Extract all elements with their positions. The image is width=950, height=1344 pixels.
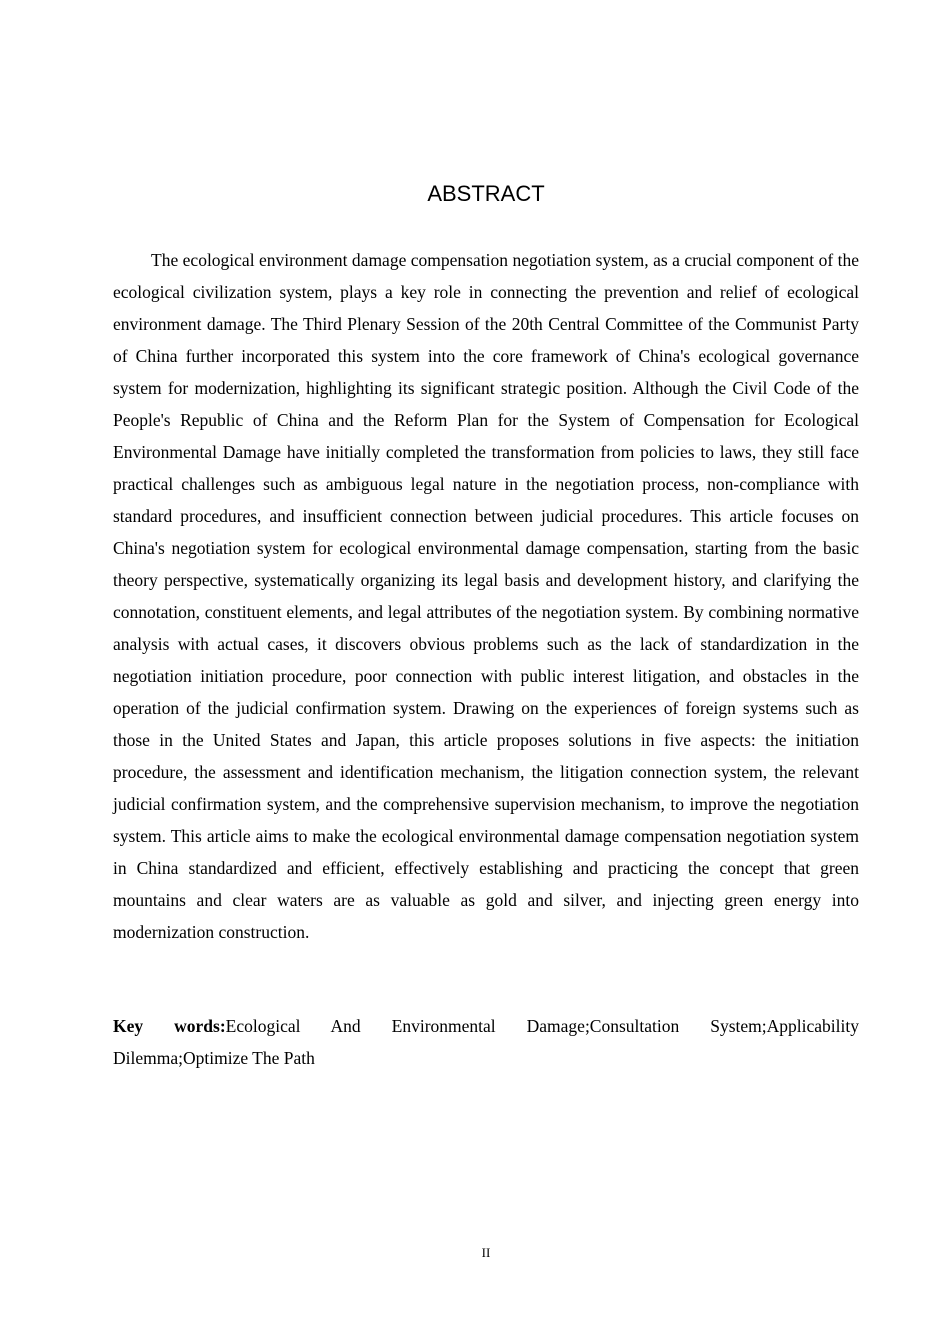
- keywords-label: Key words:: [113, 1016, 226, 1036]
- keywords-text: Ecological And Environmental Damage;Consultation System;Applicability Dilemma;Optimize The Path: [113, 1016, 859, 1068]
- keywords-line: [113, 1010, 859, 1074]
- abstract-paragraph: The ecological environment damage compensation negotiation system, as a crucial component of the ecological civilization system, plays a key role in connecting the prevention and relief of ecological environment damage. The Third Plenary Session of the 20th Central Committee of the Communist Party of China further incorporated this system into the core framework of China's ecological governance system for modernization, highlighting its significant strategic position. Although the Civil Code of the People's Republic of China and the Reform Plan for the System of Compensation for Ecological Environmental Damage have initially completed the transformation from policies to laws, they still face practical challenges such as ambiguous legal nature in the negotiation process, non-compliance with standard procedures, and insufficient connection between judicial procedures. This article focuses on China's negotiation system for ecological environmental damage compensation, starting from the basic theory perspective, systematically organizing its legal basis and development history, and clarifying the connotation, constituent elements, and legal attributes of the negotiation system. By combining normative analysis with actual cases, it discovers obvious problems such as the lack of standardization in the negotiation initiation procedure, poor connection with public interest litigation, and obstacles in the operation of the judicial confirmation system. Drawing on the experiences of foreign systems such as those in the United States and Japan, this article proposes solutions in five aspects: the initiation procedure, the assessment and identification mechanism, the litigation connection system, the relevant judicial confirmation system, and the comprehensive supervision mechanism, to improve the negotiation system. This article aims to make the ecological environmental damage compensation negotiation system in China standardized and efficient, effectively establishing and practicing the concept that green mountains and clear waters are as valuable as gold and silver, and injecting green energy into modernization construction.: [113, 250, 859, 942]
- abstract-title: ABSTRACT: [427, 181, 545, 206]
- page-number: II: [481, 1245, 491, 1260]
